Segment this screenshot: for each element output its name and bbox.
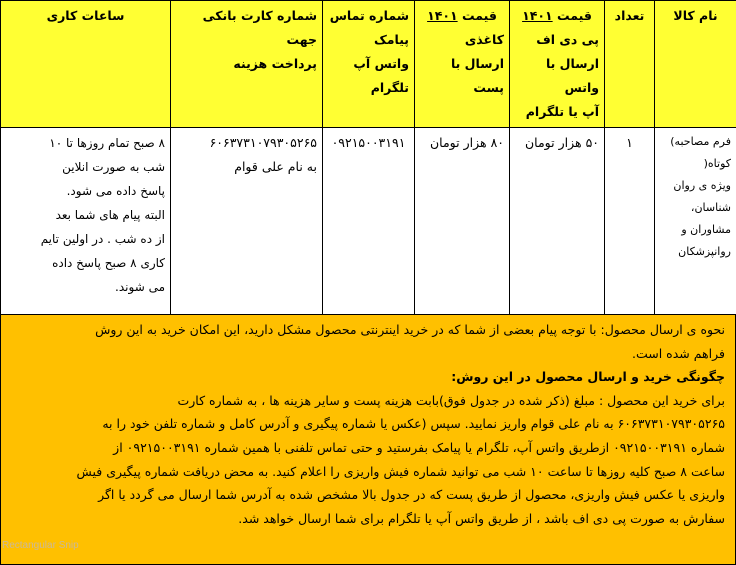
intro-line: فراهم شده است. xyxy=(632,345,725,361)
intro-line: نحوه ی ارسال محصول: با توجه پیام بعضی از شما که در خرید اینترنتی محصول مشکل دارید، این امکان خرید به این روش xyxy=(95,322,725,337)
body-line: ساعت ۸ صبح کلیه روزها تا ساعت ۱۰ شب می توانید شماره فیش واریزی را اعلام کنید. به محض دریافت شماره پیگیری فیش xyxy=(76,463,725,479)
header-contact: شماره تماس پیامک واتس آپ تلگرام xyxy=(323,1,415,128)
body-line: واریزی یا عکس فیش واریزی، محصول از طریق پست که در جدول بالا مشخص شده به آدرس شما ارسال می گردد یا اگر xyxy=(98,487,725,503)
body-line: سفارش به صورت پی دی اف باشد ، از طریق واتس آپ یا تلگرام برای شما ارسال خواهد شد. xyxy=(238,510,725,526)
body-line: برای خرید این محصول : مبلغ (ذکر شده در جدول فوق)بابت هزینه پست و سایر هزینه ها ، به شماره کارت xyxy=(177,392,725,408)
header-price-pdf: قیمت ۱۴۰۱ پی دی اف ارسال با واتس آپ یا تلگرام xyxy=(510,1,605,128)
snip-watermark: Rectangular Snip xyxy=(2,540,79,551)
header-card: شماره کارت بانکی جهت پرداخت هزینه xyxy=(171,1,323,128)
instructions-heading: چگونگی خرید و ارسال محصول در این روش: xyxy=(451,369,725,385)
cell-hours: ۸ صبح تمام روزها تا ۱۰ شب به صورت انلاین پاسخ داده می شود. البته پیام های شما بعد از ده شب . در اولین تایم کاری ۸ صبح پاسخ داده می شوند. xyxy=(1,128,171,333)
cell-price-pdf: ۵۰ هزار تومان xyxy=(510,128,605,333)
table-row xyxy=(1,128,736,333)
cell-contact: ۰۹۲۱۵۰۰۳۱۹۱ xyxy=(323,128,415,333)
cell-item-name: فرم مصاحبه) کوتاه( ویژه ی روان شناسان، مشاوران و روانپزشکان xyxy=(655,128,736,333)
cell-quantity: ۱ xyxy=(605,128,655,333)
year-label: ۱۴۰۱ xyxy=(522,8,553,23)
header-quantity: تعداد xyxy=(605,1,655,128)
card-number: ۶۰۶۳۷۳۱۰۷۹۳۰۵۲۶۵ xyxy=(209,135,317,150)
body-line: شماره ۰۹۲۱۵۰۰۳۱۹۱ ازطریق واتس آپ، تلگرام یا پیامک بفرستید و حتی تماس تلفنی با همین شماره ۰۹۲۱۵۰۰۳۱۹۱ از xyxy=(113,439,725,455)
body-line: ۶۰۶۳۷۳۱۰۷۹۳۰۵۲۶۵ به نام علی قوام واریز نمایید. سپس (عکس یا شماره پیگیری و آدرس کامل و شماره تلفن خود را به xyxy=(102,416,725,432)
card-owner: به نام علی قوام xyxy=(234,159,317,174)
year-label: ۱۴۰۱ xyxy=(427,8,458,23)
purchase-instructions xyxy=(0,314,736,565)
cell-card xyxy=(171,128,323,333)
cell-price-paper: ۸۰ هزار تومان xyxy=(415,128,510,333)
header-price-paper: قیمت ۱۴۰۱ کاغذی ارسال با پست xyxy=(415,1,510,128)
header-hours: ساعات کاری xyxy=(1,1,171,128)
table-header-row xyxy=(1,1,736,128)
header-item-name: نام کالا xyxy=(655,1,736,128)
